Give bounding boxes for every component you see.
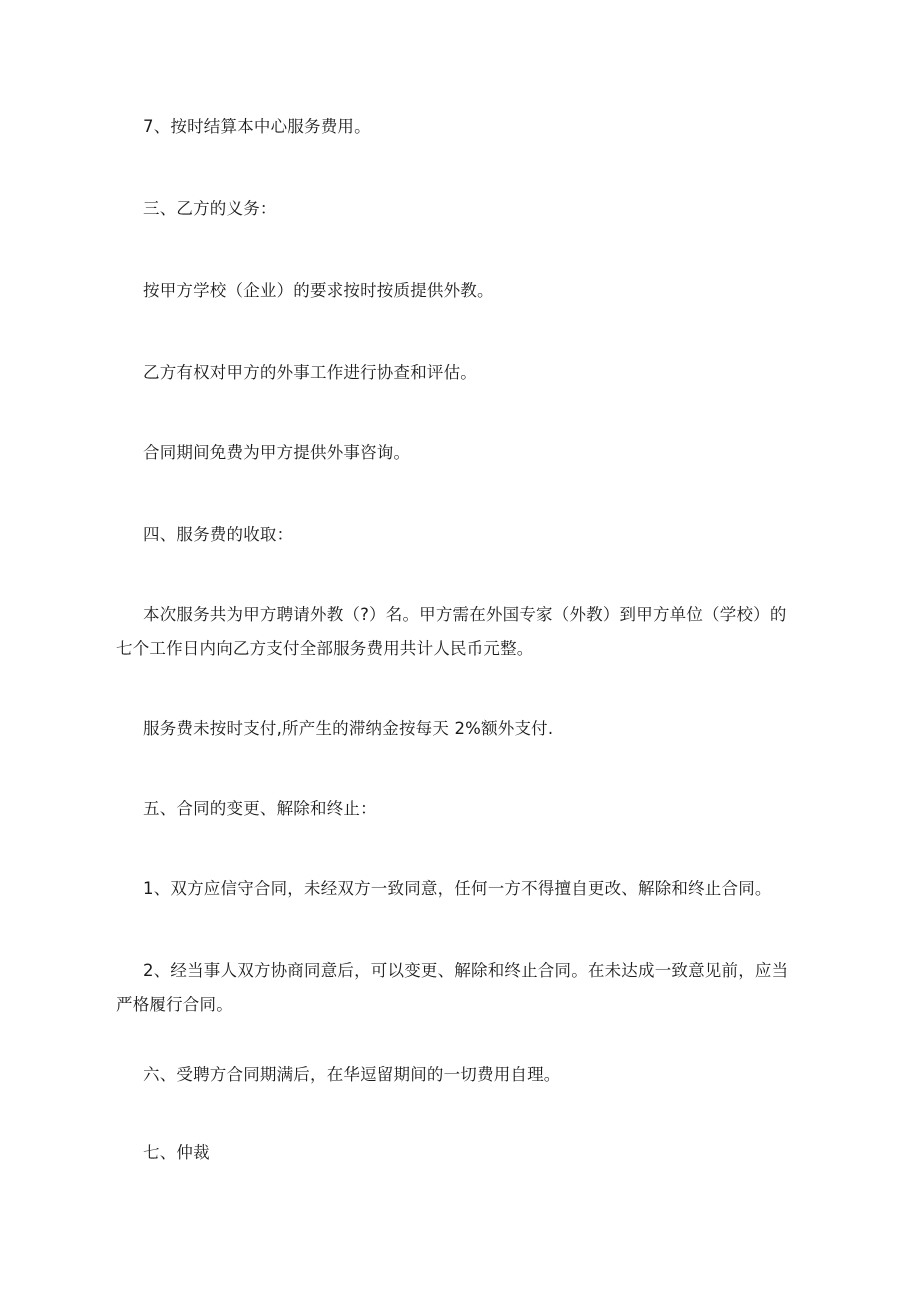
party-b-duty-2: [143, 356, 805, 390]
clause-7-settle-fees: [143, 110, 805, 144]
section-5-heading: [143, 792, 805, 826]
paragraph-text: 按甲方学校（企业）的要求按时按质提供外教。: [143, 281, 494, 300]
service-fee-paragraph: [116, 598, 805, 666]
paragraph-line: 2、经当事人双方协商同意后，可以变更、解除和终止合同。在未达成一致意见前，应当: [143, 961, 789, 980]
paragraph-text: 六、受聘方合同期满后，在华逗留期间的一切费用自理。: [143, 1065, 561, 1084]
section-4-heading: [143, 518, 805, 552]
section-7-heading: [143, 1136, 805, 1170]
party-b-duty-1: [143, 274, 805, 308]
section-3-heading: [143, 192, 805, 226]
late-fee-paragraph: [143, 712, 805, 746]
paragraph-line-continued: 严格履行合同。: [116, 995, 233, 1014]
party-b-duty-3: [143, 436, 805, 470]
section-heading-text: 三、乙方的义务：: [143, 199, 277, 218]
paragraph-line-continued: 七个工作日内向乙方支付全部服务费用共计人民币元整。: [116, 639, 534, 658]
paragraph-text: 服务费未按时支付,所产生的滞纳金按每天 2%额外支付.: [143, 719, 554, 738]
paragraph-text: 合同期间免费为甲方提供外事咨询。: [143, 443, 411, 462]
section-heading-text: 七、仲裁: [143, 1143, 210, 1162]
clause-5-2: [116, 954, 805, 1022]
section-heading-text: 四、服务费的收取：: [143, 525, 294, 544]
paragraph-line: 本次服务共为甲方聘请外教（?）名。甲方需在外国专家（外教）到甲方单位（学校）的: [143, 605, 787, 624]
section-6-paragraph: [143, 1058, 805, 1092]
paragraph-text: 1、双方应信守合同，未经双方一致同意，任何一方不得擅自更改、解除和终止合同。: [143, 879, 772, 898]
section-heading-text: 五、合同的变更、解除和终止：: [143, 799, 377, 818]
clause-5-1: [143, 872, 805, 906]
paragraph-text: 7、按时结算本中心服务费用。: [143, 117, 371, 136]
paragraph-text: 乙方有权对甲方的外事工作进行协查和评估。: [143, 363, 477, 382]
